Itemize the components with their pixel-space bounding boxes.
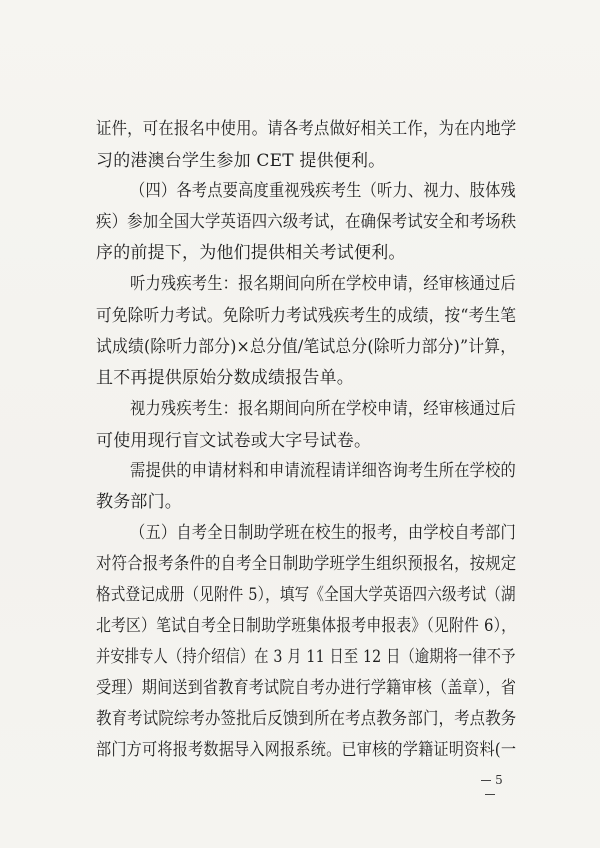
body-line: 并安排专人（持介绍信）在 3 月 11 日至 12 日（逾期将一律不予 xyxy=(96,647,516,667)
body-line: 习的港澳台学生参加 CET 提供便利。 xyxy=(96,151,386,171)
body-line: 北考区）笔试自考全日制助学班集体报考申报表》（见附件 6）， xyxy=(96,616,517,636)
section-heading-line: （五）自考全日制助学班在校生的报考，由学校自考部门 xyxy=(130,523,516,543)
paragraph-start-line: 需提供的申请材料和申请流程请详细咨询考生所在学校的 xyxy=(130,461,516,481)
body-line: 教育考试院综考办签批后反馈到所在考点教务部门，考点教务 xyxy=(96,709,517,729)
body-line: 证件，可在报名中使用。请各考点做好相关工作，为在内地学 xyxy=(96,119,517,139)
section-heading-line: （四）各考点要高度重视残疾考生（听力、视力、肢体残 xyxy=(130,181,516,201)
body-line: 且不再提供原始分数成绩报告单。 xyxy=(96,368,354,388)
page-number: 5 xyxy=(470,773,510,801)
body-line: 受理）期间送到省教育考试院自考办进行学籍审核（盖章），省 xyxy=(96,678,517,698)
paragraph-start-line: 视力残疾考生：报名期间向所在学校申请，经审核通过后 xyxy=(130,399,516,419)
body-line: 教务部门。 xyxy=(96,492,182,512)
paragraph-start-line: 听力残疾考生：报名期间向所在学校申请，经审核通过后 xyxy=(130,274,516,294)
body-line: 试成绩(除听力部分)×总分值/笔试总分(除听力部分)”计算， xyxy=(96,337,517,357)
body-line: 疾）参加全国大学英语四六级考试，在确保考试安全和考场秩 xyxy=(96,212,517,232)
body-line: 部门方可将报考数据导入网报系统。已审核的学籍证明资料(一 xyxy=(96,740,517,760)
body-line: 格式登记成册（见附件 5），填写《全国大学英语四六级考试（湖 xyxy=(96,585,516,605)
body-line: 对符合报考条件的自考全日制助学班学生组织预报名，按规定 xyxy=(96,554,517,574)
body-line: 可免除听力考试。免除听力考试残疾考生的成绩，按“考生笔 xyxy=(96,306,517,326)
body-line: 可使用现行盲文试卷或大字号试卷。 xyxy=(96,431,372,451)
body-line: 序的前提下，为他们提供相关考试便利。 xyxy=(96,243,406,263)
